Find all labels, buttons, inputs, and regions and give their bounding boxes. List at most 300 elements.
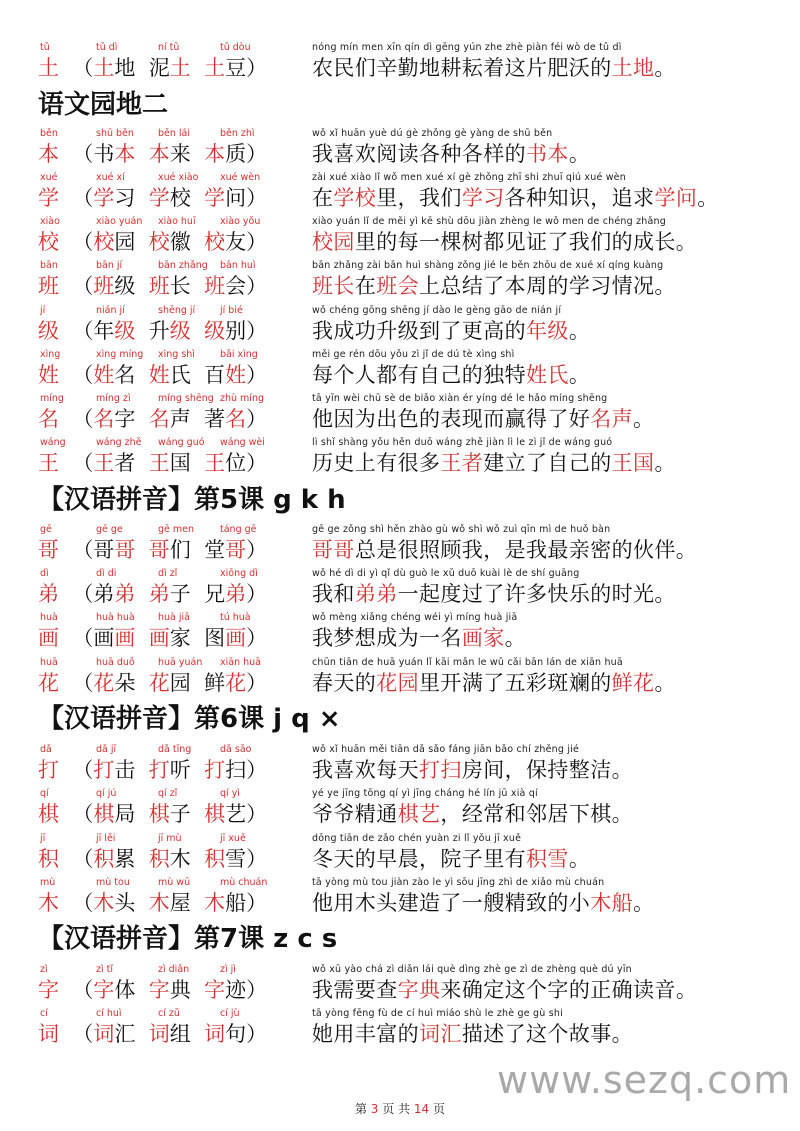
char-text: （ — [59, 363, 94, 387]
section-heading: 语文园地二 — [38, 90, 169, 120]
char-and-words — [38, 756, 267, 784]
sentence-text: 春天的 — [312, 671, 377, 695]
char-text: 位） — [225, 451, 268, 475]
word-pinyin: xué xí — [96, 172, 125, 183]
char-text: （ — [59, 186, 94, 210]
highlight-char: 王 — [38, 451, 59, 475]
word-pinyin: xìng míng — [96, 349, 144, 360]
vocab-row — [0, 42, 800, 86]
word-pinyin: běn zhì — [220, 128, 255, 139]
char-text: 国 — [169, 451, 205, 475]
highlight-char: 木 — [148, 891, 170, 915]
word-pinyin: jí bié — [220, 305, 243, 316]
vocab-row — [0, 216, 800, 260]
word-pinyin: dǎ sǎo — [220, 744, 252, 755]
highlight-char: 棋 — [204, 802, 226, 826]
highlight-char: 木 — [204, 891, 226, 915]
sentence-text: 每个人都有自己的独特 — [312, 363, 526, 387]
highlight-char: 弟 — [38, 582, 59, 606]
char-text: （ — [59, 407, 94, 431]
highlight-word: 王者 — [440, 451, 484, 475]
char-and-words — [38, 669, 267, 697]
highlight-word: 书本 — [526, 142, 569, 166]
highlight-word: 画家 — [461, 626, 505, 650]
word-pinyin: wáng zhě — [96, 437, 142, 448]
char-pinyin: jí — [40, 305, 46, 316]
char-and-words — [38, 624, 267, 652]
char-text — [191, 319, 204, 343]
highlight-char: 积 — [148, 847, 170, 871]
char-text: 体 — [114, 978, 149, 1002]
highlight-char: 哥 — [114, 538, 136, 562]
char-text: 木 — [169, 847, 205, 871]
highlight-char: 画 — [38, 626, 59, 650]
sentence-pinyin: wǒ xǐ huān měi tiān dǎ sǎo fáng jiān bǎo chí zhěng jié — [312, 744, 580, 755]
highlight-char: 花 — [93, 671, 115, 695]
word-pinyin: xué wèn — [220, 172, 261, 183]
footer-page-total: 14 — [413, 1102, 430, 1116]
word-pinyin: xiān huā — [220, 657, 261, 668]
highlight-char: 花 — [225, 671, 247, 695]
char-text: 豆） — [225, 56, 268, 80]
word-pinyin: wáng guó — [158, 437, 205, 448]
highlight-word: 鲜花 — [611, 671, 655, 695]
word-pinyin: xìng shì — [158, 349, 195, 360]
sentence-text: 各种知识，追求 — [504, 186, 655, 210]
vocab-row — [0, 128, 800, 172]
char-text: ） — [246, 671, 268, 695]
vocab-row — [0, 964, 800, 1008]
highlight-word: 土地 — [611, 56, 655, 80]
char-text: 声 著 — [169, 407, 226, 431]
footer-prefix: 第 — [354, 1102, 367, 1116]
char-text: （ — [59, 891, 94, 915]
highlight-char: 词 — [38, 1022, 59, 1046]
highlight-char: 班 — [93, 274, 115, 298]
highlight-char: 班 — [148, 274, 170, 298]
sentence-text: 。 — [697, 186, 719, 210]
highlight-char: 姓 — [225, 363, 247, 387]
char-text: 子 兄 — [169, 582, 226, 606]
vocab-row — [0, 260, 800, 304]
vocab-row — [0, 1008, 800, 1052]
char-pinyin: xiào — [40, 216, 60, 227]
char-text: 地 — [114, 56, 149, 80]
word-pinyin: bān huì — [220, 260, 256, 271]
sentence-text: 总是很照顾我，是我最亲密的伙伴。 — [354, 538, 698, 562]
char-text: 们 堂 — [169, 538, 226, 562]
highlight-char: 姓 — [93, 363, 115, 387]
char-and-words — [38, 272, 267, 300]
sentence-text: 他因为出色的表现而赢得了好 — [312, 407, 591, 431]
vocab-row — [0, 833, 800, 877]
word-pinyin: xué xiào — [158, 172, 199, 183]
highlight-word: 学校 — [333, 186, 377, 210]
sentence-text: ，经常和邻居下棋。 — [440, 802, 634, 826]
sentence-text: 历史上有很多 — [312, 451, 441, 475]
char-and-words — [38, 405, 267, 433]
sentence-pinyin: xiào yuán lǐ de měi yì kē shù dōu jiàn zhèng le wǒ men de chéng zhǎng — [312, 216, 666, 227]
sentence-text: 我成功升级到了更高的 — [312, 319, 526, 343]
sentence-text: 里的每一棵树都见证了我们的成长。 — [354, 230, 698, 254]
char-text: 者 — [114, 451, 149, 475]
word-pinyin: zhù míng — [220, 393, 264, 404]
highlight-char: 字 — [93, 978, 115, 1002]
char-pinyin: huā — [40, 657, 58, 668]
char-pinyin: wáng — [40, 437, 66, 448]
highlight-char: 级 — [114, 319, 136, 343]
highlight-char: 木 — [93, 891, 115, 915]
word-pinyin: jī mù — [158, 833, 182, 844]
footer-mid: 页 共 — [382, 1102, 411, 1116]
highlight-char: 校 — [148, 230, 170, 254]
sentence-pinyin: nóng mín men xīn qín dì gēng yún zhe zhè piàn féi wò de tǔ dì — [312, 42, 622, 53]
char-text: 艺） — [225, 802, 268, 826]
highlight-char: 打 — [204, 758, 226, 782]
highlight-char: 画 — [148, 626, 170, 650]
page-footer — [0, 1100, 800, 1117]
section-heading: 【汉语拼音】第6课 j q × — [38, 704, 341, 734]
char-text: （ — [59, 978, 94, 1002]
highlight-char: 积 — [204, 847, 226, 871]
char-text: （书 — [59, 142, 115, 166]
word-pinyin: shū běn — [96, 128, 134, 139]
char-text: 子 — [169, 802, 205, 826]
sentence-text: 。 — [633, 891, 655, 915]
char-and-words — [38, 361, 267, 389]
highlight-word: 学习 — [461, 186, 505, 210]
char-text: 别） — [225, 319, 268, 343]
vocab-row — [0, 437, 800, 481]
vocab-row — [0, 172, 800, 216]
highlight-char: 字 — [38, 978, 59, 1002]
char-text: （ — [59, 230, 94, 254]
highlight-char: 土 — [204, 56, 226, 80]
highlight-word: 姓氏 — [526, 363, 569, 387]
sentence-pinyin: tā yòng fēng fù de cí huì miáo shù le zhè ge gù shi — [312, 1008, 563, 1019]
sentence-text: 。 — [568, 319, 591, 343]
word-pinyin: dǎ jī — [96, 744, 117, 755]
word-pinyin: huà huà — [96, 612, 135, 623]
highlight-char: 打 — [38, 758, 59, 782]
highlight-char: 王 — [204, 451, 226, 475]
sentence-pinyin: wǒ xū yào chá zì diǎn lái què dìng zhè ge zì de zhèng què dú yīn — [312, 964, 632, 975]
highlight-char: 学 — [204, 186, 226, 210]
sentence-pinyin: yé ye jīng tōng qí yì jīng cháng hé lín jū xià qí — [312, 788, 538, 799]
highlight-char: 棋 — [38, 802, 59, 826]
section-heading: 【汉语拼音】第7课 z c s — [38, 924, 338, 954]
char-text: 习 — [114, 186, 149, 210]
word-pinyin: táng gē — [220, 524, 257, 535]
example-sentence — [312, 1020, 633, 1048]
highlight-char: 校 — [38, 230, 59, 254]
char-pinyin: míng — [40, 393, 64, 404]
char-and-words — [38, 800, 267, 828]
sentence-text: 她用丰富的 — [312, 1022, 419, 1046]
word-pinyin: nián jí — [96, 305, 125, 316]
sentence-text: 。 — [504, 626, 527, 650]
word-pinyin: bān zhǎng — [158, 260, 208, 271]
highlight-word: 名声 — [590, 407, 634, 431]
sentence-text: 在 — [312, 186, 334, 210]
highlight-char: 王 — [93, 451, 115, 475]
highlight-char: 画 — [225, 626, 247, 650]
example-sentence — [312, 756, 633, 784]
highlight-word: 年级 — [526, 319, 569, 343]
highlight-char: 打 — [148, 758, 170, 782]
sentence-text: 。 — [654, 451, 676, 475]
char-text: ） — [246, 407, 268, 431]
char-text: （ — [59, 1022, 94, 1046]
char-text: 扫） — [225, 758, 268, 782]
example-sentence — [312, 184, 719, 212]
sentence-pinyin: wǒ mèng xiǎng chéng wéi yì míng huà jiā — [312, 612, 518, 623]
sentence-text: 建立了自己的 — [483, 451, 612, 475]
sentence-text: 我和 — [312, 582, 355, 606]
word-pinyin: bǎi xìng — [220, 349, 258, 360]
char-text: 校 — [169, 186, 205, 210]
watermark: www.sezq.com — [497, 1058, 792, 1102]
highlight-char: 土 — [93, 56, 115, 80]
highlight-word: 校园 — [312, 230, 355, 254]
highlight-char: 花 — [148, 671, 170, 695]
highlight-char: 名 — [38, 407, 59, 431]
char-text: 质） — [225, 142, 268, 166]
highlight-char: 名 — [93, 407, 115, 431]
example-sentence — [312, 228, 697, 256]
char-and-words — [38, 449, 267, 477]
sentence-text: 。 — [633, 407, 655, 431]
word-pinyin: huà jiā — [158, 612, 190, 623]
char-text: ） — [246, 538, 268, 562]
vocab-row — [0, 393, 800, 437]
word-pinyin: wáng wèi — [220, 437, 265, 448]
highlight-word: 学问 — [654, 186, 698, 210]
sentence-text: 。 — [568, 142, 591, 166]
word-pinyin: tú huà — [220, 612, 251, 623]
char-text: （弟 — [59, 582, 115, 606]
char-text — [135, 582, 148, 606]
word-pinyin: dǎ tīng — [158, 744, 192, 755]
char-pinyin: cí — [40, 1008, 48, 1019]
highlight-char: 画 — [114, 626, 136, 650]
highlight-char: 弟 — [148, 582, 170, 606]
example-sentence — [312, 624, 526, 652]
example-sentence — [312, 889, 654, 917]
char-text: （ — [59, 274, 94, 298]
char-text: ） — [246, 582, 268, 606]
word-pinyin: jī xuě — [220, 833, 246, 844]
char-text: （ — [59, 671, 94, 695]
highlight-char: 级 — [204, 319, 226, 343]
char-text: 泥 — [148, 56, 170, 80]
sentence-pinyin: wǒ chéng gōng shēng jí dào le gèng gāo de nián jí — [312, 305, 562, 316]
word-pinyin: ní tǔ — [158, 42, 180, 53]
char-pinyin: dì — [40, 568, 49, 579]
highlight-char: 学 — [148, 186, 170, 210]
footer-page-number: 3 — [370, 1102, 379, 1116]
word-pinyin: tǔ dòu — [220, 42, 251, 53]
example-sentence — [312, 669, 676, 697]
char-text: 听 — [169, 758, 205, 782]
highlight-char: 姓 — [38, 363, 59, 387]
highlight-word: 班长 — [312, 274, 355, 298]
word-pinyin: xiào yǒu — [220, 216, 261, 227]
highlight-word: 班会 — [376, 274, 420, 298]
highlight-char: 级 — [169, 319, 191, 343]
word-pinyin: zì tǐ — [96, 964, 114, 975]
char-text: 组 — [169, 1022, 205, 1046]
highlight-char: 木 — [38, 891, 59, 915]
char-text: （ — [59, 802, 94, 826]
sentence-pinyin: dōng tiān de zǎo chén yuàn zi lǐ yǒu jī xuě — [312, 833, 522, 844]
example-sentence — [312, 449, 676, 477]
char-text: 迹） — [225, 978, 268, 1002]
highlight-char: 棋 — [93, 802, 115, 826]
char-and-words — [38, 140, 267, 168]
sentence-text: 一起度过了许多快乐的时光。 — [397, 582, 676, 606]
char-text: 园 鲜 — [169, 671, 226, 695]
char-and-words — [38, 184, 267, 212]
sentence-text: 房间，保持整洁。 — [461, 758, 634, 782]
sentence-text: 我喜欢每天 — [312, 758, 419, 782]
footer-suffix: 页 — [433, 1102, 446, 1116]
vocab-row — [0, 612, 800, 656]
char-text: 典 — [169, 978, 205, 1002]
sentence-pinyin: wǒ hé dì di yì qǐ dù guò le xǔ duō kuài lè de shí guāng — [312, 568, 580, 579]
word-pinyin: xiōng dì — [220, 568, 258, 579]
char-pinyin: xué — [40, 172, 58, 183]
highlight-char: 班 — [38, 274, 59, 298]
sentence-text: 来确定这个字的正确读音。 — [440, 978, 698, 1002]
char-text: 升 — [135, 319, 170, 343]
word-pinyin: gē ge — [96, 524, 123, 535]
word-pinyin: jī lěi — [96, 833, 116, 844]
char-text: 雪） — [225, 847, 268, 871]
vocab-row — [0, 305, 800, 349]
word-pinyin: xiào yuán — [96, 216, 143, 227]
example-sentence — [312, 140, 590, 168]
char-and-words — [38, 536, 267, 564]
sentence-text: 他用木头建造了一艘精致的小 — [312, 891, 591, 915]
char-text — [135, 538, 148, 562]
char-text: 家 图 — [169, 626, 226, 650]
sentence-pinyin: bān zhǎng zài bān huì shàng zǒng jié le běn zhōu de xué xí qíng kuàng — [312, 260, 664, 271]
highlight-char: 校 — [93, 230, 115, 254]
char-text: 汇 — [114, 1022, 149, 1046]
sentence-text: 。 — [654, 671, 676, 695]
char-text: 问） — [225, 186, 268, 210]
char-pinyin: dǎ — [40, 744, 52, 755]
highlight-char: 积 — [38, 847, 59, 871]
word-pinyin: gē men — [158, 524, 195, 535]
char-text: 累 — [114, 847, 149, 871]
word-pinyin: qí jú — [96, 788, 117, 799]
word-pinyin: xiào huī — [158, 216, 196, 227]
word-pinyin: tǔ dì — [96, 42, 118, 53]
highlight-char: 本 — [148, 142, 170, 166]
highlight-char: 班 — [204, 274, 226, 298]
highlight-char: 本 — [204, 142, 226, 166]
char-text: 局 — [114, 802, 149, 826]
highlight-char: 姓 — [148, 363, 170, 387]
char-text — [191, 56, 204, 80]
char-pinyin: qí — [40, 788, 49, 799]
highlight-char: 本 — [114, 142, 136, 166]
highlight-word: 打扫 — [419, 758, 462, 782]
word-pinyin: míng zì — [96, 393, 131, 404]
char-text: 船） — [225, 891, 268, 915]
sentence-text: 里，我们 — [376, 186, 462, 210]
char-text — [135, 142, 148, 166]
sentence-text: 里开满了五彩斑斓的 — [419, 671, 612, 695]
word-pinyin: bān jí — [96, 260, 123, 271]
highlight-word: 木船 — [590, 891, 634, 915]
sentence-text: 。 — [568, 847, 591, 871]
highlight-char: 学 — [93, 186, 115, 210]
sentence-text: 农民们辛勤地耕耘着这片肥沃的 — [312, 56, 612, 80]
highlight-char: 字 — [204, 978, 226, 1002]
char-text: （哥 — [59, 538, 115, 562]
char-pinyin: běn — [40, 128, 58, 139]
highlight-char: 哥 — [38, 538, 59, 562]
char-text: 名 — [114, 363, 149, 387]
sentence-text: 冬天的早晨，院子里有 — [312, 847, 526, 871]
char-text: 友） — [225, 230, 268, 254]
char-text: 句） — [225, 1022, 268, 1046]
example-sentence — [312, 800, 633, 828]
char-text: 头 — [114, 891, 149, 915]
word-pinyin: qí yì — [220, 788, 240, 799]
word-pinyin: qí zǐ — [158, 788, 178, 799]
highlight-char: 棋 — [148, 802, 170, 826]
example-sentence — [312, 272, 676, 300]
sentence-pinyin: wǒ xǐ huān yuè dú gè zhǒng gè yàng de shū běn — [312, 128, 553, 139]
highlight-char: 学 — [38, 186, 59, 210]
word-pinyin: zì diǎn — [158, 964, 190, 975]
char-text: 字 — [114, 407, 149, 431]
highlight-char: 花 — [38, 671, 59, 695]
highlight-char: 土 — [169, 56, 191, 80]
word-pinyin: huā duǒ — [96, 657, 135, 668]
sentence-text: 我梦想成为一名 — [312, 626, 462, 650]
sentence-pinyin: tā yòng mù tou jiàn zào le yì sōu jīng zhì de xiǎo mù chuán — [312, 877, 605, 888]
highlight-char: 字 — [148, 978, 170, 1002]
char-text: （画 — [59, 626, 115, 650]
highlight-char: 名 — [148, 407, 170, 431]
char-pinyin: gē — [40, 524, 52, 535]
highlight-char: 弟 — [114, 582, 136, 606]
word-pinyin: míng shēng — [158, 393, 214, 404]
example-sentence — [312, 317, 590, 345]
highlight-word: 王国 — [611, 451, 655, 475]
word-pinyin: shēng jí — [158, 305, 196, 316]
sentence-pinyin: zài xué xiào lǐ wǒ men xué xí gè zhǒng zhī shi zhuī qiú xué wèn — [312, 172, 626, 183]
vocab-row — [0, 524, 800, 568]
word-pinyin: huā yuán — [158, 657, 203, 668]
word-pinyin: cí jù — [220, 1008, 240, 1019]
word-pinyin: mù tou — [96, 877, 130, 888]
section-heading: 【汉语拼音】第5课 g k h — [38, 485, 346, 515]
char-pinyin: jī — [40, 833, 46, 844]
char-and-words — [38, 54, 267, 82]
word-pinyin: cí huì — [96, 1008, 122, 1019]
char-text: ） — [246, 363, 268, 387]
highlight-char: 土 — [38, 56, 59, 80]
example-sentence — [312, 361, 590, 389]
highlight-char: 哥 — [148, 538, 170, 562]
char-pinyin: mù — [40, 877, 56, 888]
